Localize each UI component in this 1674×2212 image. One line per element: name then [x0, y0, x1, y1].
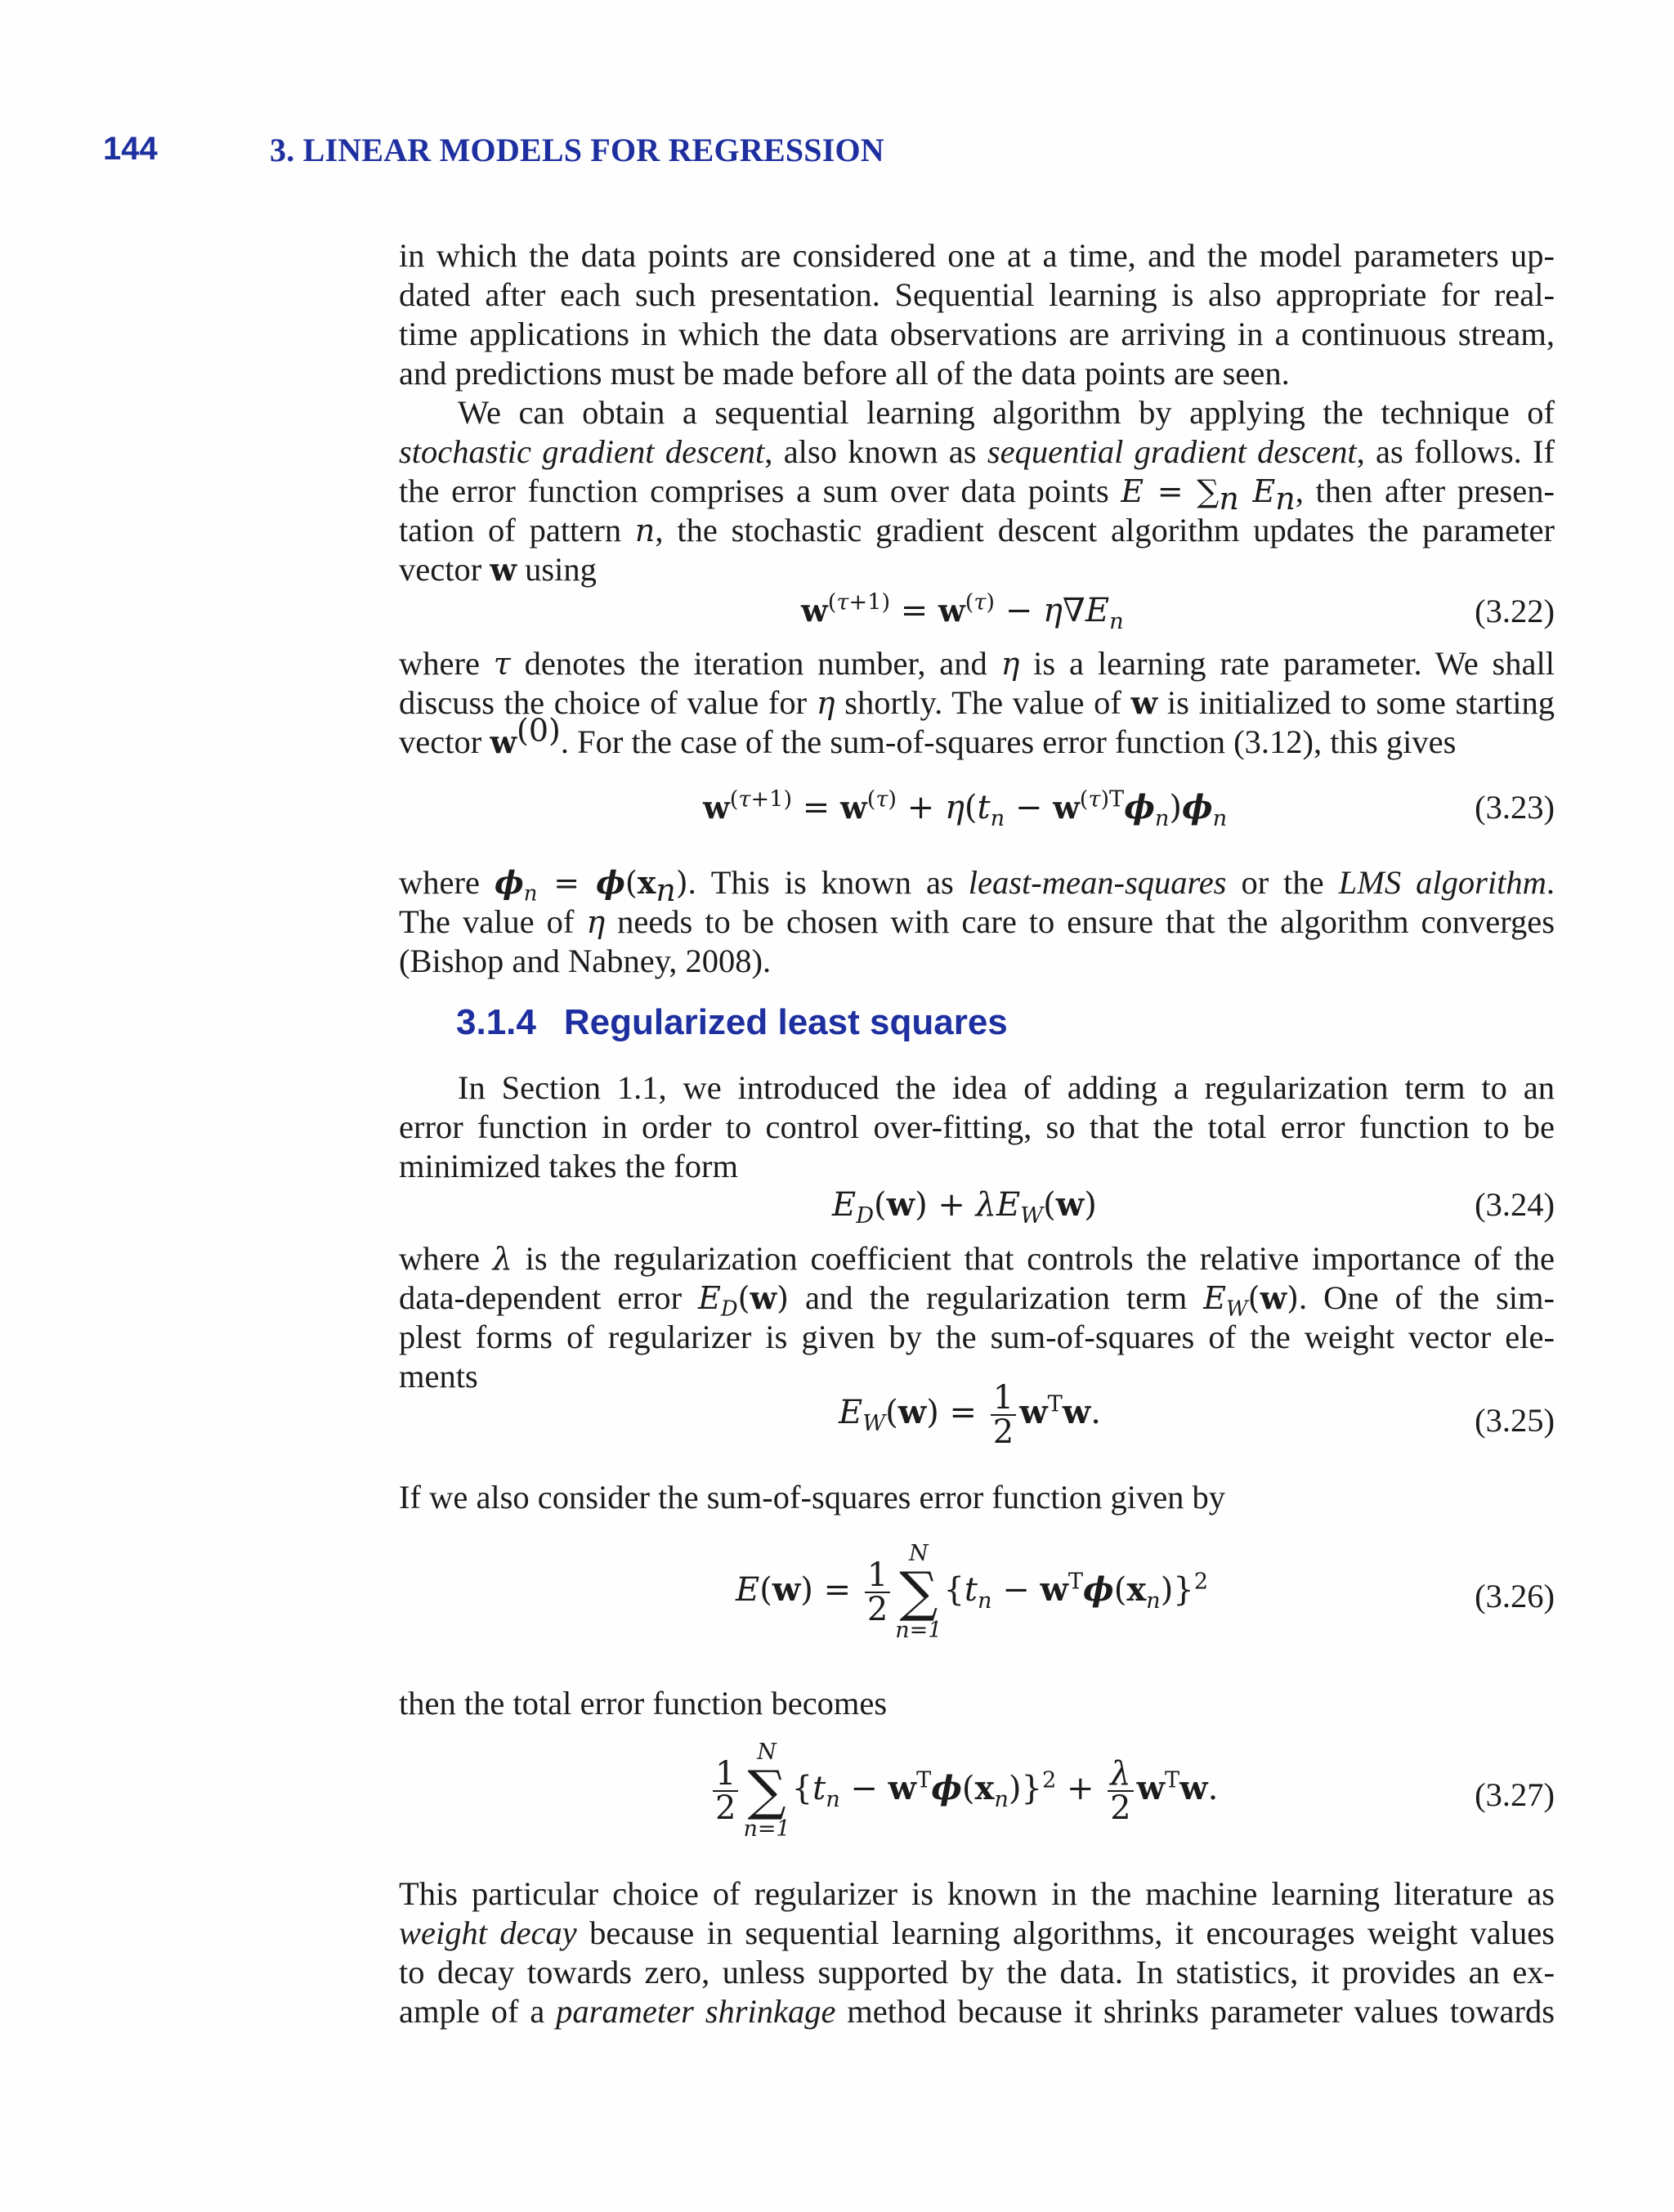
text-run: The value of [399, 903, 587, 940]
text-line: In Section 1.1, we introduced the idea of adding a regularization term to an [458, 1069, 1555, 1106]
text-line [399, 712, 1555, 762]
math-paren: (x [624, 864, 656, 901]
inline-math-phi: $\phi_n$ [494, 864, 538, 907]
text-run: . For the case of the sum-of-squares error function (3.12), this gives [560, 723, 1457, 760]
math-sub: n [656, 872, 676, 909]
math-paren: ) [675, 865, 688, 901]
equation-body: $\frac{1}{2}$ N ∑ n=1 $\{t_n - w^T\phi(x_n)\}^2$ + $\frac{\lambda}{2}$ $w^Tw$. [709, 1740, 1218, 1843]
text-line: and predictions must be made before all of the data points are seen. [399, 355, 1290, 392]
math-vector-w: w [490, 551, 517, 588]
text-run: data-dependent error [399, 1279, 699, 1316]
math-vector-w: w [490, 723, 517, 760]
equation-number: (3.25) [1475, 1402, 1555, 1439]
text-run: , the stochastic gradient descent algorithm updates the parameter [655, 512, 1555, 549]
text-line [399, 550, 1555, 589]
text-run: using [517, 551, 597, 588]
text-run: . One of the sim- [1298, 1279, 1555, 1316]
text-line [399, 902, 1555, 942]
equation-3-27 [399, 1740, 1555, 1854]
equation-body: $w^{(\tau+1)} = w^{(\tau)} + \eta(t_n - w^{(\tau)T}\phi_n)\phi_n$ [703, 786, 1228, 831]
text-line: to decay towards zero, unless supported by the data. In statistics, it provides an ex- [399, 1954, 1555, 1990]
inline-math-error-sum: E [1121, 473, 1144, 509]
inline-math-ew: $E_W$ [1203, 1280, 1248, 1322]
equation-body: $E_W(w)$ = $\frac{1}{2}$ $w^Tw$. [839, 1379, 1101, 1451]
math-var: η [586, 904, 606, 940]
term-least-mean-squares: least-mean-squares [968, 864, 1227, 901]
paragraph-sgd [399, 393, 1555, 589]
equation-body: E(w) = $\frac{1}{2}$ N ∑ n=1 $\{t_n - w^T\phi(x_n)\}^2$ [736, 1541, 1209, 1643]
text-run: . This is known as [687, 864, 969, 901]
math-paren: (w) [737, 1279, 789, 1316]
text-run: vector [399, 551, 490, 588]
section-heading [456, 1002, 1008, 1043]
fraction-half: $\frac{1}{2}$ [713, 1758, 738, 1825]
term-stochastic-gradient-descent: stochastic gradient descent [399, 433, 765, 470]
text-line: This particular choice of regularizer is known in the machine learning literature as [399, 1875, 1555, 1912]
fraction-half: $\frac{1}{2}$ [865, 1559, 890, 1626]
text-run: where [399, 1240, 493, 1277]
equation-number: (3.24) [1475, 1186, 1555, 1223]
text-line [399, 472, 1555, 517]
fraction-lambda-half: $\frac{\lambda}{2}$ [1108, 1758, 1133, 1825]
text-line: We can obtain a sequential learning algorithm by applying the technique of [458, 394, 1555, 431]
equation-3-26 [399, 1541, 1555, 1655]
text-run: is a learning rate parameter. We shall [1019, 645, 1555, 682]
text-run: discuss the choice of value for [399, 684, 817, 721]
paragraph-regularization-intro [399, 1068, 1555, 1186]
fraction-half: $\frac{1}{2}$ [991, 1381, 1016, 1449]
text-line [399, 432, 1555, 472]
text-line [399, 644, 1555, 683]
math-op: = [537, 865, 597, 901]
text-run: , then after presen- [1295, 472, 1555, 509]
equation-number: (3.22) [1475, 593, 1555, 629]
equation-3-22 [399, 589, 1555, 641]
text-run: needs to be chosen with care to ensure that the algorithm converges [605, 903, 1555, 940]
text-line [399, 1992, 1555, 2031]
text-line [399, 863, 1555, 909]
text-run: the error function comprises a sum over data points [399, 472, 1121, 509]
text-run: where [399, 645, 494, 682]
equation-body: $E_D(w) + \lambda E_W(w)$ [832, 1185, 1097, 1229]
section-number: 3.1.4 [456, 1002, 536, 1042]
chapter-title: 3. LINEAR MODELS FOR REGRESSION [270, 132, 884, 168]
text-line [399, 683, 1555, 723]
text-line: (Bishop and Nabney, 2008). [399, 943, 772, 979]
text-run: shortly. The value of [835, 684, 1131, 721]
text-line: then the total error function becomes [399, 1685, 888, 1722]
text-line: plest forms of regularizer is given by the sum-of-squares of the weight vector ele- [399, 1319, 1555, 1355]
equation-number: (3.23) [1475, 789, 1555, 826]
term-sequential-gradient-descent: sequential gradient descent [987, 433, 1357, 470]
math-vector-w: w [703, 789, 730, 826]
paragraph-sum-of-squares [399, 1478, 1555, 1517]
term-parameter-shrinkage: parameter shrinkage [556, 1993, 836, 2030]
paragraph-total-error [399, 1684, 1555, 1723]
text-line [399, 1278, 1555, 1322]
math-paren: (w) [1247, 1279, 1299, 1316]
equation-number: (3.27) [1475, 1776, 1555, 1813]
inline-math-ed: $E_D$ [698, 1280, 738, 1322]
text-line: time applications in which the data observations are arriving in a continuous stream, [399, 316, 1555, 352]
text-line [399, 1914, 1555, 1953]
math-vector-w: w [1130, 684, 1158, 721]
math-vector-w: w [840, 789, 867, 826]
math-var: λ [492, 1241, 512, 1277]
text-run: , as follows. If [1356, 433, 1555, 470]
math-op: = [1144, 473, 1197, 509]
text-run: method because it shrinks parameter values towards [835, 1993, 1555, 2030]
math-sup: (0) [517, 712, 561, 749]
text-line: If we also consider the sum-of-squares error function given by [399, 1479, 1226, 1516]
text-line: in which the data points are considered one at a time, and the model parameters up- [399, 237, 1555, 274]
text-line: ments [399, 1358, 478, 1395]
math-vector-w: w [938, 592, 965, 629]
paragraph-regularization-coefficient [399, 1239, 1555, 1396]
page-number: 144 [103, 131, 158, 167]
paragraph-weight-decay [399, 1874, 1555, 2031]
equation-number: (3.26) [1475, 1578, 1555, 1614]
text-line: error function in order to control over-fitting, so that the total error function to be [399, 1108, 1555, 1145]
math-vector-w: w [1053, 789, 1080, 826]
summation: N ∑ n=1 [895, 1541, 942, 1643]
math-vector-w: w [801, 592, 828, 629]
text-run: ample of a [399, 1993, 557, 2030]
text-run: vector [399, 723, 490, 760]
inline-math-phi-x: ϕ [596, 864, 625, 901]
math-var: τ [493, 646, 511, 682]
text-run: is initialized to some starting [1157, 684, 1555, 721]
text-line [399, 511, 1555, 550]
text-run: . [1546, 864, 1555, 901]
text-run: where [399, 864, 495, 901]
text-run: or the [1226, 864, 1339, 901]
text-run: denotes the iteration number, and [510, 645, 1001, 682]
paragraph-lms [399, 863, 1555, 981]
text-line: dated after each such presentation. Sequential learning is also appropriate for real- [399, 276, 1555, 313]
section-title: Regularized least squares [563, 1002, 1008, 1042]
text-run: and the regularization term [789, 1279, 1204, 1316]
math-sum-symbol: ∑ [1197, 473, 1220, 509]
text-run: because in sequential learning algorithms, it encourages weight values [576, 1914, 1555, 1951]
term-weight-decay: weight decay [399, 1914, 577, 1951]
text-run: is the regularization coefficient that controls the relative importance of the [512, 1240, 1555, 1277]
equation-3-25 [399, 1381, 1555, 1463]
text-line [399, 1239, 1555, 1278]
paragraph-iteration [399, 644, 1555, 762]
paragraph-sequential-intro [399, 236, 1555, 393]
term-lms-algorithm: LMS algorithm [1338, 864, 1546, 901]
equation-3-23 [399, 788, 1555, 837]
math-var: E [1238, 473, 1276, 509]
equation-body: $w^{(\tau+1)} = w^{(\tau)} - \eta\nabla E_n$ [801, 589, 1124, 634]
text-run: tation of pattern [399, 512, 635, 549]
math-var: η [1000, 646, 1020, 682]
equation-3-24 [399, 1185, 1555, 1234]
text-line: minimized takes the form [399, 1148, 739, 1184]
math-sub: n [1275, 481, 1296, 517]
math-sub: n [1219, 481, 1239, 517]
math-var: η [816, 685, 835, 721]
math-var: n [634, 513, 656, 549]
summation: N ∑ n=1 [743, 1740, 790, 1842]
text-run: , also known as [764, 433, 987, 470]
